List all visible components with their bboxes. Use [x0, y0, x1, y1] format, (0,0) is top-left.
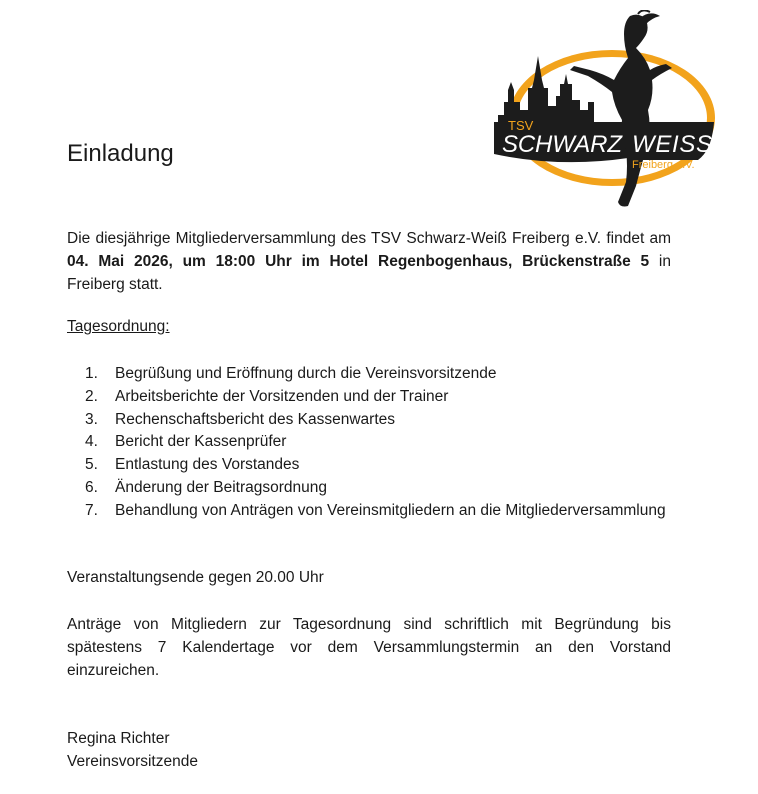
- agenda-item: [67, 431, 671, 454]
- intro-date-location: 04. Mai 2026, um 18:00 Uhr im Hotel Regenbogenhaus, Brückenstraße 5: [67, 252, 650, 270]
- signature-name: Regina Richter: [67, 730, 170, 747]
- agenda-item-text: Änderung der Beitragsordnung: [115, 478, 327, 496]
- agenda-list: [67, 363, 671, 523]
- agenda-item-number: 3.: [85, 410, 98, 428]
- agenda-item: [67, 409, 671, 432]
- intro-paragraph: [67, 228, 671, 296]
- agenda-item: [67, 477, 671, 500]
- event-end-note: Veranstaltungsende gegen 20.00 Uhr: [67, 569, 324, 586]
- signature-block: [67, 728, 198, 774]
- agenda-item-number: 7.: [85, 501, 98, 519]
- agenda-item-text: Begrüßung und Eröffnung durch die Vereinsvorsitzende: [115, 365, 497, 382]
- agenda-item-text: Bericht der Kassenprüfer: [115, 433, 287, 451]
- agenda-item: [67, 500, 671, 523]
- logo-freiberg-text: Freiberg e.V.: [632, 159, 695, 171]
- motion-submission-note: Anträge von Mitgliedern zur Tagesordnung sind schriftlich mit Begründung bis spätestens 7 Kalendertage vor dem Versammlungstermin an den Vorstand einzureichen.: [67, 616, 671, 679]
- agenda-heading: Tagesordnung:: [67, 318, 170, 335]
- page-title: Einladung: [67, 140, 174, 167]
- agenda-item-number: 6.: [85, 478, 98, 496]
- agenda-item-number: 5.: [85, 456, 98, 474]
- logo-weiss-text: WEISS: [632, 131, 712, 158]
- agenda-item-text: Behandlung von Anträgen von Vereinsmitgliedern an die Mitgliederversammlung: [115, 501, 666, 519]
- agenda-item-text: Rechenschaftsbericht des Kassenwartes: [115, 410, 396, 428]
- logo-schwarz-text: SCHWARZ: [502, 131, 622, 158]
- agenda-item-number: 1.: [85, 365, 98, 382]
- logo-tsv-text: TSV: [508, 118, 534, 133]
- intro-text-start: Die diesjährige Mitgliederversammlung des TSV Schwarz-Weiß Freiberg e.V. findet am: [67, 230, 671, 247]
- agenda-item: [67, 363, 671, 386]
- signature-role: Vereinsvorsitzende: [67, 752, 198, 770]
- club-logo: [490, 10, 725, 215]
- agenda-item-text: Arbeitsberichte der Vorsitzenden und der Trainer: [115, 387, 449, 405]
- agenda-item-number: 2.: [85, 387, 98, 405]
- agenda-item-number: 4.: [85, 433, 98, 451]
- agenda-item: [67, 386, 671, 409]
- agenda-item-text: Entlastung des Vorstandes: [115, 456, 300, 474]
- intro-text-end: in Freiberg statt.: [67, 252, 671, 293]
- agenda-item: [67, 454, 671, 477]
